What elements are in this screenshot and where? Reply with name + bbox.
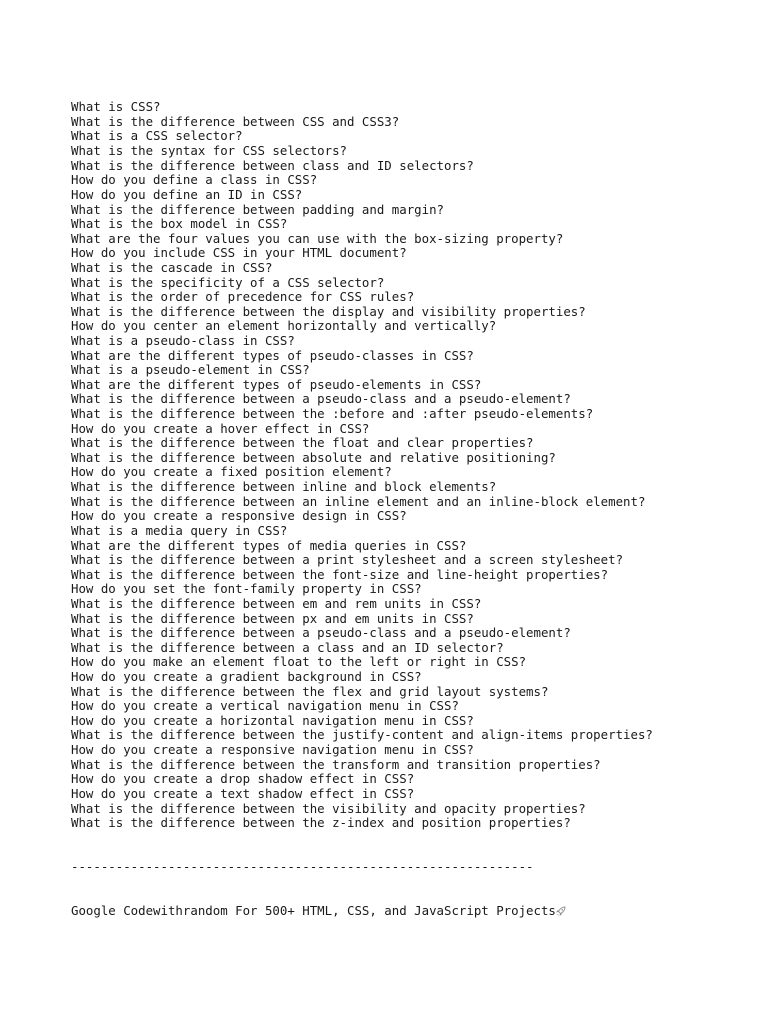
question-line: What is the difference between px and em units in CSS? [71, 610, 474, 626]
question-line: How do you include CSS in your HTML document? [71, 245, 407, 261]
question-line: What is the difference between padding and margin? [71, 201, 444, 217]
question-line: What are the different types of media queries in CSS? [71, 537, 467, 553]
question-line: What is a pseudo-element in CSS? [71, 362, 310, 378]
question-line: What is the difference between an inline element and an inline-block element? [71, 493, 646, 509]
question-line: What is the specificity of a CSS selector? [71, 274, 385, 290]
promo-line [71, 904, 751, 919]
question-line: What is CSS? [71, 99, 161, 115]
questions-list [71, 100, 751, 830]
question-line: How do you create a responsive navigation menu in CSS? [71, 742, 474, 758]
question-line: What are the different types of pseudo-elements in CSS? [71, 376, 482, 392]
question-line: What is a pseudo-class in CSS? [71, 333, 295, 348]
question-line: What is a media query in CSS? [71, 522, 288, 538]
question-line: What is the difference between the visibility and opacity properties? [71, 800, 586, 816]
question-line: What is the difference between a pseudo-class and a pseudo-element? [71, 625, 571, 641]
question-line: What is the difference between the font-size and line-height properties? [71, 566, 609, 582]
question-line: How do you create a text shadow effect in CSS? [71, 785, 415, 801]
question-line: How do you set the font-family property in CSS? [71, 581, 422, 597]
question-line: What is the syntax for CSS selectors? [71, 143, 348, 159]
question-line: How do you create a vertical navigation menu in CSS? [71, 698, 459, 714]
question-line: What is the cascade in CSS? [71, 259, 273, 275]
question-line: How do you create a drop shadow effect in CSS? [71, 771, 415, 787]
question-line: What are the different types of pseudo-classes in CSS? [71, 347, 474, 363]
question-line: How do you create a horizontal navigation menu in CSS? [71, 712, 474, 728]
question-line: How do you create a hover effect in CSS? [71, 420, 370, 436]
question-line: What is the box model in CSS? [71, 216, 288, 232]
question-line: How do you center an element horizontally and vertically? [71, 318, 497, 334]
question-line: How do you define an ID in CSS? [71, 186, 303, 202]
question-line: What is the difference between inline and block elements? [71, 479, 497, 495]
question-line: How do you define a class in CSS? [71, 172, 318, 188]
question-line: What are the four values you can use with the box-sizing property? [71, 230, 564, 246]
question-line: How do you create a gradient background in CSS? [71, 669, 422, 685]
question-line: What is the difference between a pseudo-class and a pseudo-element? [71, 391, 571, 407]
question-line: What is the difference between the transform and transition properties? [71, 756, 601, 772]
promo-text: Google Codewithrandom For 500+ HTML, CSS, and JavaScript Projects [71, 902, 556, 918]
question-line: What is the difference between CSS and CSS3? [71, 113, 400, 129]
question-line: What is the difference between the z-index and position properties? [71, 815, 571, 831]
question-line: What is the order of precedence for CSS rules? [71, 289, 415, 305]
rocket-icon [556, 905, 566, 915]
divider-line: -------------------------------------------------------------- [71, 858, 534, 874]
question-line: What is the difference between the justify-content and align-items properties? [71, 727, 653, 743]
question-line: What is the difference between the float and clear properties? [71, 435, 534, 451]
question-line: What is the difference between the :before and :after pseudo-elements? [71, 406, 594, 422]
question-line: How do you create a responsive design in CSS? [71, 508, 407, 524]
question-line: What is the difference between class and ID selectors? [71, 157, 474, 173]
question-line: What is the difference between a class and an ID selector? [71, 639, 504, 655]
question-line: What is the difference between the flex and grid layout systems? [71, 683, 549, 699]
question-line: What is the difference between the display and visibility properties? [71, 303, 586, 319]
question-line: What is the difference between absolute and relative positioning? [71, 449, 556, 465]
question-line: How do you make an element float to the left or right in CSS? [71, 654, 527, 670]
document-page [71, 71, 751, 933]
question-line: What is the difference between em and rem units in CSS? [71, 595, 482, 611]
question-line: How do you create a fixed position element? [71, 464, 392, 480]
question-line: What is a CSS selector? [71, 128, 243, 144]
question-line: What is the difference between a print stylesheet and a screen stylesheet? [71, 552, 624, 568]
